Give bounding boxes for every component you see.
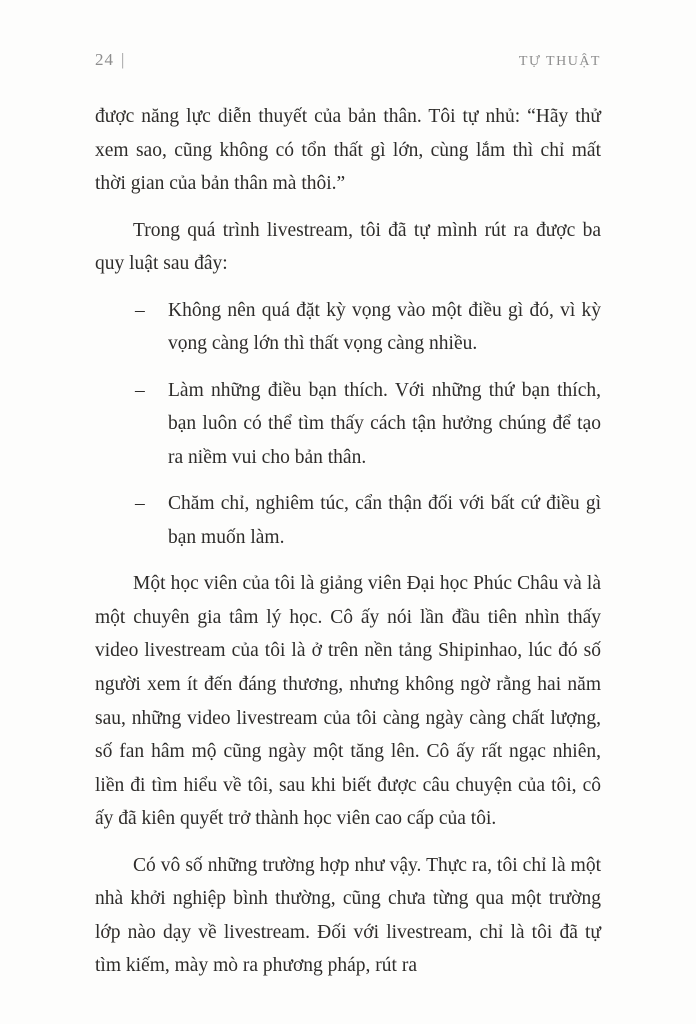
list-item: [95, 374, 601, 475]
page-number: [95, 50, 125, 70]
paragraph: Một học viên của tôi là giảng viên Đại học Phúc Châu và là một chuyên gia tâm lý học. Cô ấy nói lần đầu tiên nhìn thấy video livestream của tôi là ở trên nền tảng Shipinhao, lúc đó số người xem ít đến đáng thương, nhưng không ngờ rằng hai năm sau, những video livestream của tôi càng ngày càng chất lượng, số fan hâm mộ cũng ngày một tăng lên. Cô ấy rất ngạc nhiên, liền đi tìm hiểu về tôi, sau khi biết được câu chuyện của tôi, cô ấy đã kiên quyết trở thành học viên cao cấp của tôi.: [95, 573, 601, 830]
page-number-text: 24: [95, 50, 114, 69]
list-item-text: Làm những điều bạn thích. Với những thứ bạn thích, bạn luôn có thể tìm thấy cách tận hưởng chúng để tạo ra niềm vui cho bản thân.: [168, 379, 601, 468]
list-item-text: Chăm chỉ, nghiêm túc, cẩn thận đối với bất cứ điều gì bạn muốn làm.: [168, 493, 601, 548]
list-item: [95, 487, 601, 554]
bullet-dash: –: [135, 299, 145, 321]
paragraph-continuation: được năng lực diễn thuyết của bản thân. Tôi tự nhủ: “Hãy thử xem sao, cũng không có tổn thất gì lớn, cùng lắm thì chỉ mất thời gian của bản thân mà thôi.”: [95, 106, 601, 195]
page-number-separator: |: [121, 50, 126, 69]
bullet-list: [95, 294, 601, 555]
running-title: TỰ THUẬT: [518, 54, 601, 69]
page-body: [95, 100, 601, 983]
bullet-dash: –: [135, 493, 145, 515]
bullet-dash: –: [135, 379, 145, 401]
list-item: [95, 294, 601, 361]
page-header: [95, 50, 601, 70]
list-item-text: Không nên quá đặt kỳ vọng vào một điều gì đó, vì kỳ vọng càng lớn thì thất vọng càng nhiều.: [168, 299, 601, 355]
paragraph: Có vô số những trường hợp như vậy. Thực ra, tôi chỉ là một nhà khởi nghiệp bình thường, cũng chưa từng qua một trường lớp nào dạy về livestream. Đối với livestream, chỉ là tôi đã tự tìm kiếm, mày mò ra phương pháp, rút ra: [95, 854, 601, 977]
paragraph: Trong quá trình livestream, tôi đã tự mình rút ra được ba quy luật sau đây:: [95, 219, 601, 275]
